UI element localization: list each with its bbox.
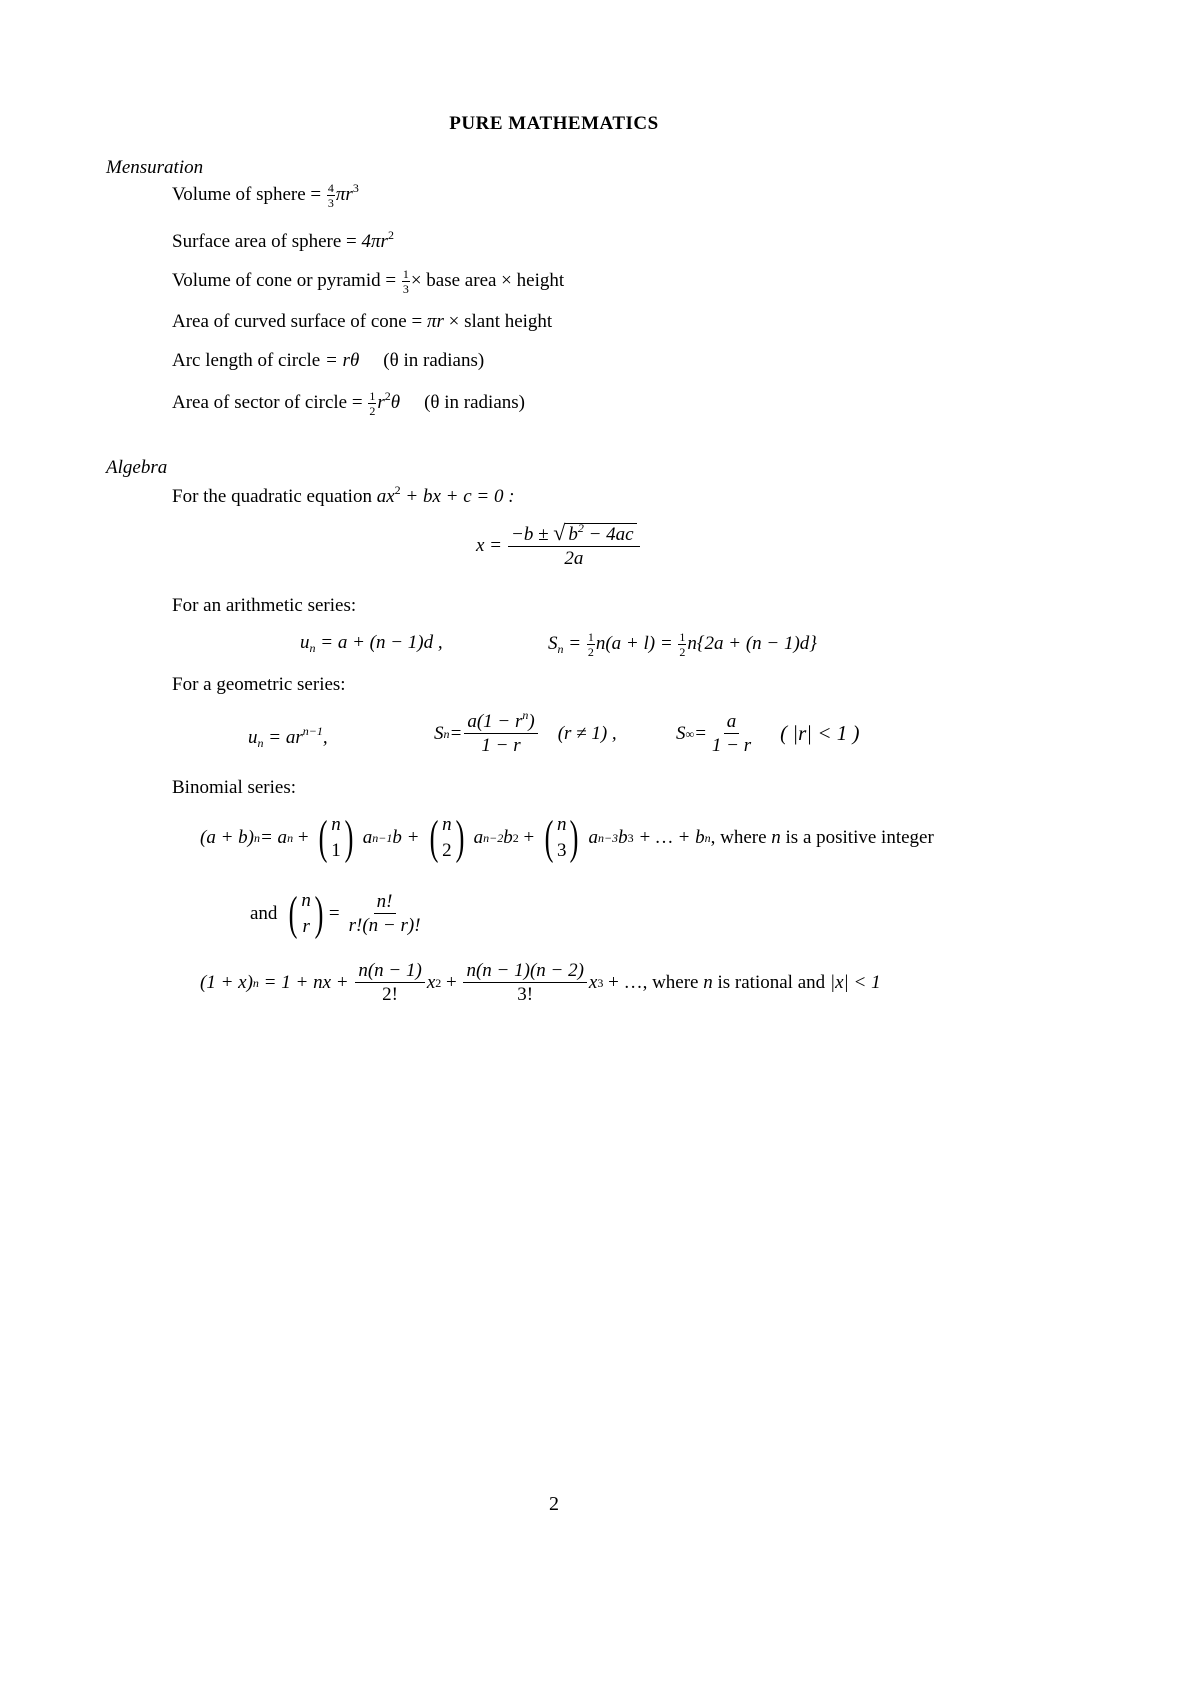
formula-label: Area of sector of circle (172, 391, 352, 413)
formula-label: Volume of cone or pyramid = (172, 269, 401, 291)
formula-binomial-coefficient-definition: and ( n r ) = $\frac{n!}{r!(n - r)!}$ (250, 888, 426, 939)
fraction: $\frac{a}{1 - r}$ (711, 711, 752, 756)
binomial-coefficient: ( n 2 ) (429, 810, 465, 864)
formula-arithmetic-un: $u_n = a + (n - 1)d$ , (300, 632, 443, 655)
quadratic-formula: x = $\frac{-b \pm √ b^2 - 4ac}{2a}$ (476, 522, 642, 568)
formula-label: Volume of sphere = (172, 183, 326, 205)
formula-surface-sphere: Surface area of sphere = $4\pi r^2$ (172, 228, 394, 252)
square-root: $b^2 - 4ac$ (565, 523, 636, 544)
binomial-series-label: Binomial series: (172, 777, 297, 798)
formula-curved-surface-cone: Area of curved surface of cone = πr × slant height (172, 311, 553, 332)
formula-arithmetic-sn: $S_n$ = $\frac{1}{2}$ n(a + l) = $\frac{1}{2}$ n{2a + (n − 1)d} (548, 630, 817, 659)
formula-arc-length: Arc length of circle = rθ (θ in radians) (172, 350, 485, 371)
section-heading-mensuration: Mensuration (106, 157, 204, 178)
fraction: $\frac{n!}{r!(n - r)!}$ (348, 891, 421, 937)
binomial-coefficient: ( n r ) (289, 886, 324, 940)
formula-volume-cone: Volume of cone or pyramid = $\frac{1}{3}$ × base area × height (172, 267, 565, 296)
fraction: $\frac{1}{2}$ (587, 630, 594, 659)
binomial-coefficient: ( n 1 ) (318, 810, 354, 864)
formula-geometric-sn: S n = $\frac{a(1 - r^n)}{1 - r}$ (r ≠ 1) , (434, 708, 617, 756)
formula-label: Surface area of sphere = (172, 231, 362, 252)
fraction: $\frac{-b \pm √ b^2 - 4ac}{2a}$ (508, 522, 640, 568)
geometric-series-label: For a geometric series: (172, 674, 346, 695)
formula-label: Area of curved surface of cone = (172, 311, 427, 332)
fraction: $\frac{a(1 - r^n)}{1 - r}$ (464, 712, 537, 755)
page-title: PURE MATHEMATICS (449, 113, 659, 134)
fraction: $\frac{1}{2}$ (679, 630, 686, 659)
formula-binomial-expansion: (a + b) n = a n + ( n 1 ) a n−1 b + ( n 2 ) a n−2 b 2 + ( n 3 ) a n−3 b 3 + … + b n , where n is a positive integer (200, 810, 934, 864)
fraction: $\frac{1}{3}$ (402, 267, 409, 296)
formula-geometric-sum-infinity: S ∞ = $\frac{a}{1 - r}$ ( |r| < 1 ) (676, 711, 860, 756)
formula-volume-sphere: Volume of sphere = $\frac{4}{3}$ $\pi r^3$ (172, 180, 359, 210)
binomial-coefficient: ( n 3 ) (544, 810, 579, 864)
arithmetic-series-label: For an arithmetic series: (172, 595, 357, 616)
formula-general-binomial: (1 + x) n = 1 + nx + $\frac{n(n - 1)}{2!}$ x 2 + $\frac{n(n - 1)(n - 2)}{3!}$ x 3 + …, where n is rational and |x| < 1 (200, 960, 881, 1005)
page-number: 2 (549, 1493, 559, 1515)
formula-label: Arc length of circle (172, 350, 325, 371)
fraction: $\frac{n(n - 1)(n - 2)}{3!}$ (463, 961, 586, 1004)
fraction: $\frac{4}{3}$ (327, 181, 334, 210)
section-heading-algebra: Algebra (106, 457, 168, 478)
formula-geometric-un: $u_n = ar^{n-1}$, (248, 724, 328, 750)
formula-sector-area: Area of sector of circle = $\frac{1}{2}$ $r^2\theta$ (θ in radians) (172, 388, 525, 418)
quadratic-equation-label: For the quadratic equation $ax^2$ + bx + c = 0 : (172, 483, 515, 507)
fraction: $\frac{1}{2}$ (369, 389, 376, 418)
fraction: $\frac{n(n - 1)}{2!}$ (355, 961, 424, 1004)
